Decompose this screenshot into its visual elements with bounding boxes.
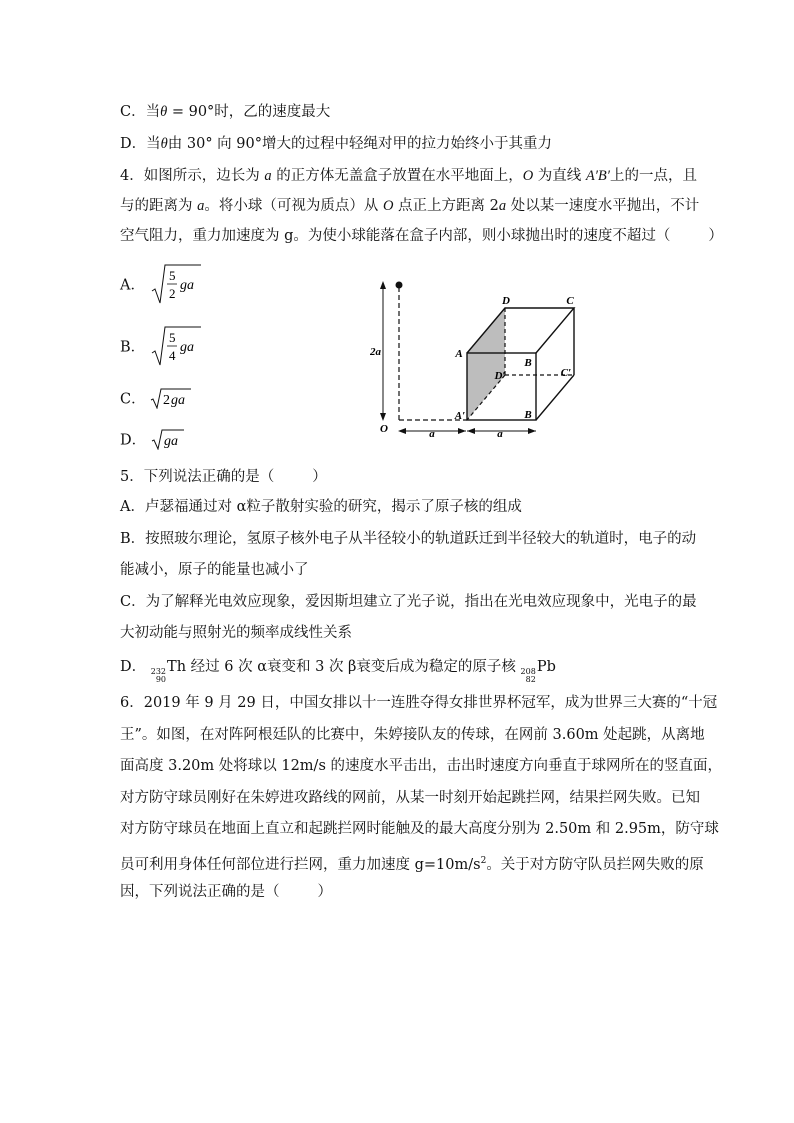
sqrt-five-quarters-ga (150, 325, 202, 367)
q6-line6: 员可利用身体任何部位进行拦网，重力加速度 $g=10m/s^2$。关于对方防守队员拦网失败的原 (120, 856, 704, 873)
vertex-b: B (524, 357, 532, 369)
q6-line4: 对方防守球员刚好在朱婷进攻路线的网前，从某一时刻开始起跳拦网，结果拦网失败。已知 (120, 790, 700, 806)
ball-dot (396, 282, 403, 289)
sqrt-2ga (150, 387, 192, 409)
q4-option-b: B． 5 4 ga (120, 325, 202, 367)
point-o-label: O (380, 423, 388, 435)
q4-option-c: C． 2 ga (120, 387, 192, 409)
q6-line1: 6．2019 年 9 月 29 日，中国女排以十一连胜夺得女排世界杯冠军，成为世界三大赛的“十冠 (120, 695, 718, 711)
thorium-nuclide-indices: 232 90 (150, 667, 167, 684)
q6-line7: 因，下列说法正确的是（ ） (120, 884, 332, 900)
radicand-var: ga (179, 278, 194, 293)
q5-option-c-line1: C．为了解释光电效应现象，爱因斯坦建立了光子说，指出在光电效应现象中，光电子的最 (120, 594, 697, 610)
vertex-d-prime: D′ (494, 370, 506, 382)
q6-line2: 王”。如图，在对阵阿根廷队的比赛中，朱婷接队友的传球，在网前 3.60m 处起跳，从离地 (120, 727, 705, 743)
vertex-a-prime: A′ (454, 410, 466, 422)
coefficient: 2 (163, 393, 171, 408)
q5-option-a: A．卢瑟福通过对 α粒子散射实验的研究，揭示了原子核的组成 (120, 499, 522, 515)
dim-label-2: a (497, 428, 503, 440)
sqrt-ga (151, 428, 185, 450)
q5-option-b-line2: 能减小，原子的能量也减小了 (120, 562, 309, 578)
fraction-numerator: 5 (168, 268, 176, 283)
fraction-numerator: 5 (168, 330, 176, 345)
q5-option-b-line1: B．按照玻尔理论，氢原子核外电子从半径较小的轨道跃迁到半径较大的轨道时，电子的动 (120, 531, 697, 547)
box-projectile-figure (370, 275, 590, 440)
shaded-inner-wall (467, 308, 505, 420)
q4-stem-line1: 4．如图所示，边长为 a 的正方体无盖盒子放置在水平地面上，O 为直线 A′B′上的一点，且 (120, 168, 697, 184)
q4-option-d: D． ga (120, 428, 185, 450)
radicand-var: ga (179, 340, 194, 355)
height-label: 2a (370, 346, 381, 358)
q3-option-d: D．当θ由 30° 向 90°增大的过程中轻绳对甲的拉力始终小于其重力 (120, 136, 552, 152)
fraction-denominator: 4 (168, 348, 176, 363)
q4-stem-line3: 空气阻力，重力加速度为 g。为使小球能落在盒子内部，则小球抛出时的速度不超过（ ） (120, 228, 723, 244)
q4-option-a: A． 5 2 ga (120, 263, 202, 305)
q6-line3: 面高度 3.20m 处将球以 12m/s 的速度水平击出，击出时速度方向垂直于球网所在的竖直面， (120, 758, 722, 774)
q5-option-c-line2: 大初动能与照射光的频率成线性关系 (120, 625, 352, 641)
vertex-d: D (502, 295, 510, 307)
sqrt-five-halves-ga (150, 263, 202, 305)
fraction-denominator: 2 (168, 286, 176, 301)
q3-option-c: C．当θ = 90°时，乙的速度最大 (120, 104, 331, 120)
radicand-var: ga (163, 434, 178, 449)
q5-option-d: D． 232 90 Th 经过 6 次 α衰变和 3 次 β衰变后成为稳定的原子核 208 82 Pb (120, 659, 556, 684)
vertex-c-prime: C′ (560, 367, 572, 379)
q5-stem: 5．下列说法正确的是（ ） (120, 469, 327, 485)
q4-stem-line2: 与的距离为 a。将小球（可视为质点）从 O 点正上方距离 2a 处以某一速度水平抛出，不计 (120, 198, 700, 214)
vertex-b-prime: B (524, 409, 532, 421)
q6-line5: 对方防守球员在地面上直立和起跳拦网时能触及的最大高度分别为 2.50m 和 2.95m，防守球 (120, 821, 719, 837)
dim-label-1: a (429, 428, 435, 440)
vertex-c: C (566, 295, 574, 307)
lead-nuclide-indices: 208 82 (520, 667, 536, 684)
vertex-a: A (455, 348, 463, 360)
radicand-var: ga (171, 393, 186, 408)
